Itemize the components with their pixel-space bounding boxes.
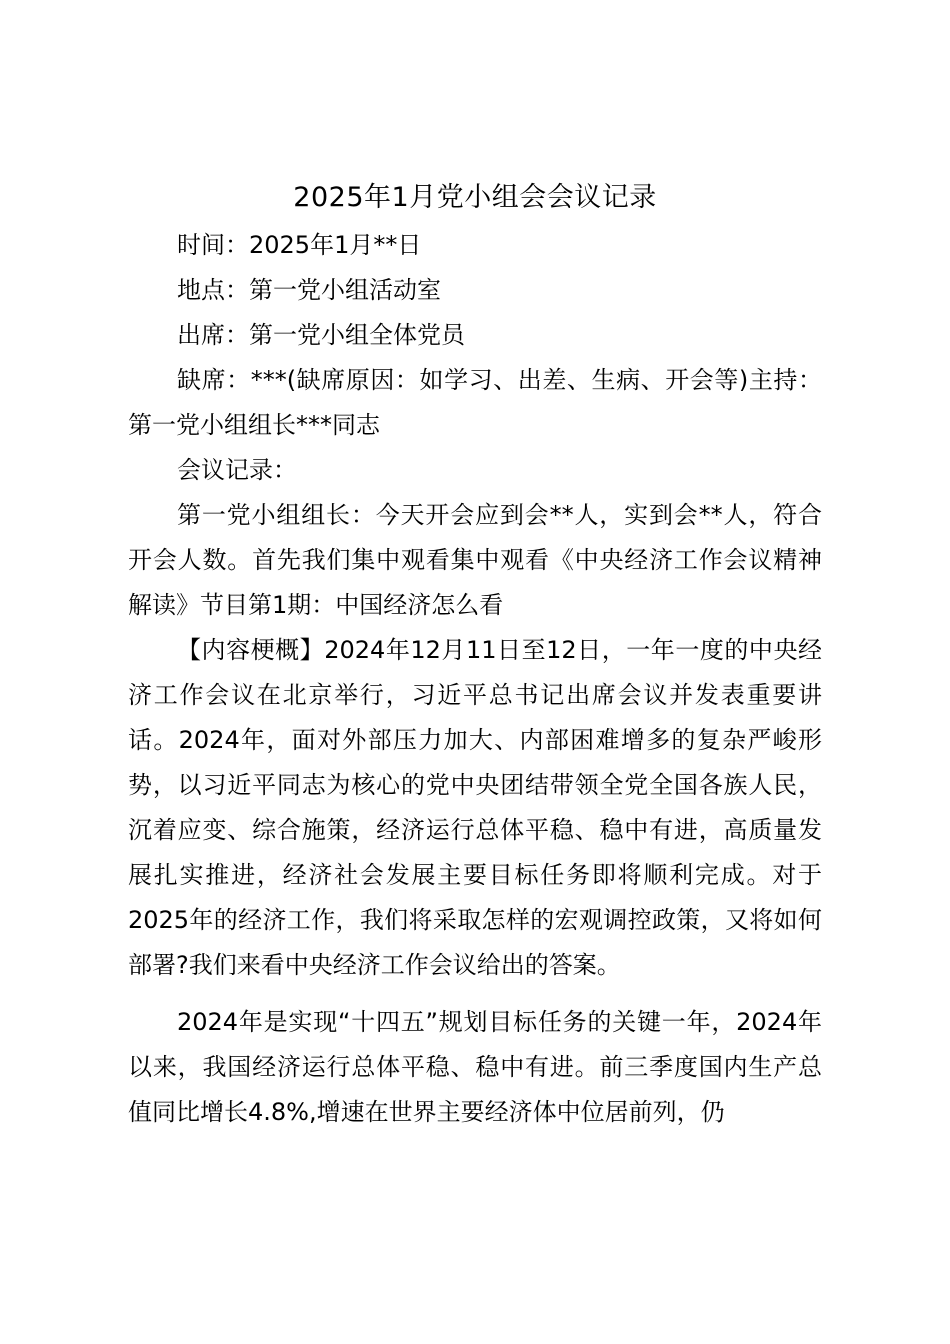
meeting-absent-and-host: 缺席：***(缺席原因：如学习、出差、生病、开会等)主持：第一党小组组长***同志	[128, 366, 822, 439]
meeting-attendees: 出席：第一党小组全体党员	[177, 321, 465, 349]
minutes-label: 会议记录：	[177, 456, 297, 484]
paragraph-opening: 第一党小组组长：今天开会应到会**人，实到会**人，符合开会人数。首先我们集中观看集中观看《中央经济工作会议精神解读》节目第1期：中国经济怎么看	[128, 501, 822, 619]
document-body	[128, 223, 822, 1135]
document-title: 2025年1月党小组会会议记录	[293, 182, 657, 213]
meeting-time: 时间：2025年1月**日	[177, 231, 422, 259]
meeting-location: 地点：第一党小组活动室	[177, 276, 441, 304]
paragraph-summary: 【内容梗概】2024年12月11日至12日，一年一度的中央经济工作会议在北京举行，习近平总书记出席会议并发表重要讲话。2024年，面对外部压力加大、内部困难增多的复杂严峻形势，以习近平同志为核心的党中央团结带领全党全国各族人民，沉着应变、综合施策，经济运行总体平稳、稳中有进，高质量发展扎实推进，经济社会发展主要目标任务即将顺利完成。对于2025年的经济工作，我们将采取怎样的宏观调控政策，又将如何部署?我们来看中央经济工作会议给出的答案。	[128, 636, 822, 979]
paragraph-economy: 2024年是实现“十四五”规划目标任务的关键一年，2024年以来，我国经济运行总体平稳、稳中有进。前三季度国内生产总值同比增长4.8%,增速在世界主要经济体中位居前列，仍	[128, 1008, 822, 1126]
